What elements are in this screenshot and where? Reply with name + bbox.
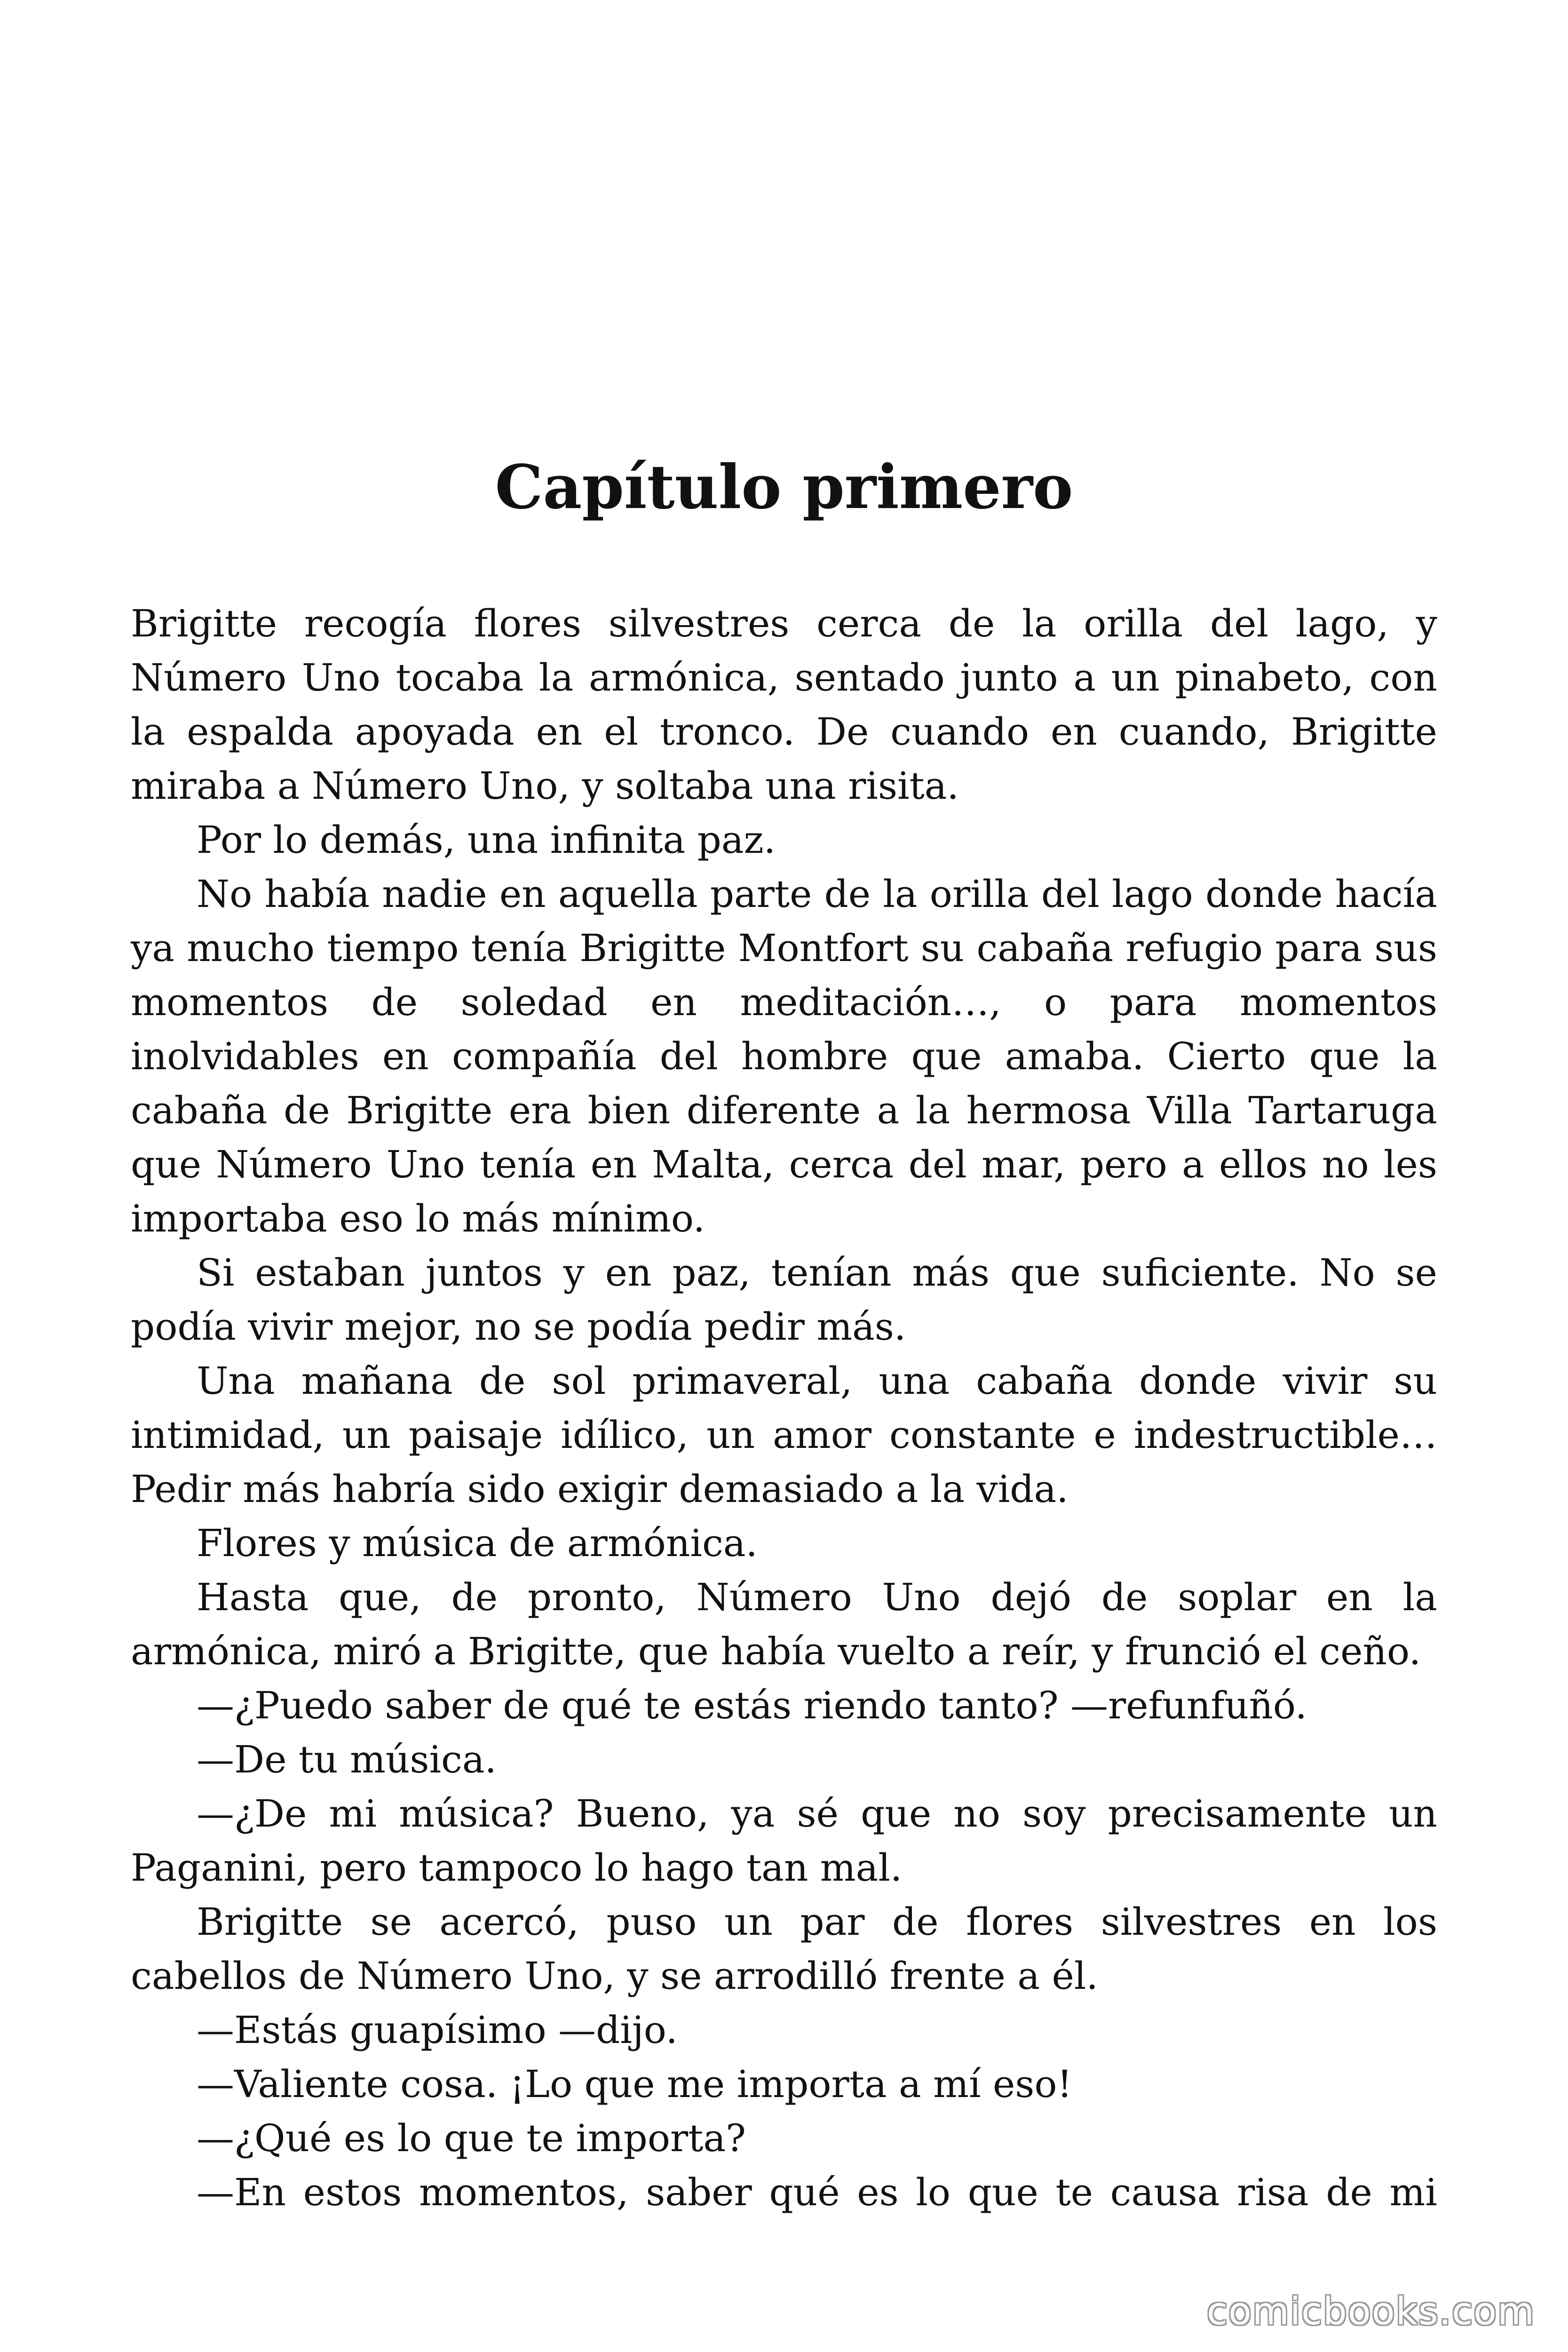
paragraph: Hasta que, de pronto, Número Uno dejó de soplar en la armónica, miró a Brigitte, que había vuelto a reír, y frunció el ceño. — [131, 1575, 1437, 1673]
dialogue-line: —En estos momentos, saber qué es lo que te causa risa de mi — [197, 2170, 1437, 2214]
paragraph: Brigitte recogía flores silvestres cerca de la orilla del lago, y Número Uno tocaba la armónica, sentado junto a un pinabeto, con la espalda apoyada en el tronco. De cuando en cuando, Brigitte miraba a Número Uno, y soltaba una risita. — [131, 602, 1437, 808]
dialogue-line: —¿Puedo saber de qué te estás riendo tanto? —refunfuñó. — [197, 1684, 1307, 1727]
dialogue-line: —¿De mi música? Bueno, ya sé que no soy precisamente un Paganini, pero tampoco lo hago tan mal. — [131, 1792, 1437, 1890]
dialogue-line: —¿Qué es lo que te importa? — [197, 2116, 746, 2160]
dialogue-line: —Estás guapísimo —dijo. — [197, 2008, 678, 2052]
chapter-title: Capítulo primero — [495, 452, 1073, 523]
paragraph: Una mañana de sol primaveral, una cabaña donde vivir su intimidad, un paisaje idílico, un amor constante e indestructible… Pedir más habría sido exigir demasiado a la vida. — [131, 1359, 1437, 1511]
paragraph: Por lo demás, una infinita paz. — [197, 818, 776, 862]
paragraph: Si estaban juntos y en paz, tenían más que suficiente. No se podía vivir mejor, no se podía pedir más. — [131, 1251, 1437, 1349]
paragraph: Brigitte se acercó, puso un par de flores silvestres en los cabellos de Número Uno, y se arrodilló frente a él. — [131, 1900, 1437, 1998]
watermark: comicbooks.com — [1206, 2289, 1535, 2333]
dialogue-line: —De tu música. — [197, 1738, 497, 1781]
paragraph: No había nadie en aquella parte de la orilla del lago donde hacía ya mucho tiempo tenía Brigitte Montfort su cabaña refugio para sus momentos de soledad en meditación…, o para momentos inolvidables en compañía del hombre que amaba. Cierto que la cabaña de Brigitte era bien diferente a la hermosa Villa Tartaruga que Número Uno tenía en Malta, cerca del mar, pero a ellos no les importaba eso lo más mínimo. — [131, 872, 1437, 1240]
paragraph: Flores y música de armónica. — [197, 1521, 758, 1565]
chapter-body — [131, 596, 1437, 2219]
dialogue-line: —Valiente cosa. ¡Lo que me importa a mí eso! — [197, 2062, 1072, 2106]
